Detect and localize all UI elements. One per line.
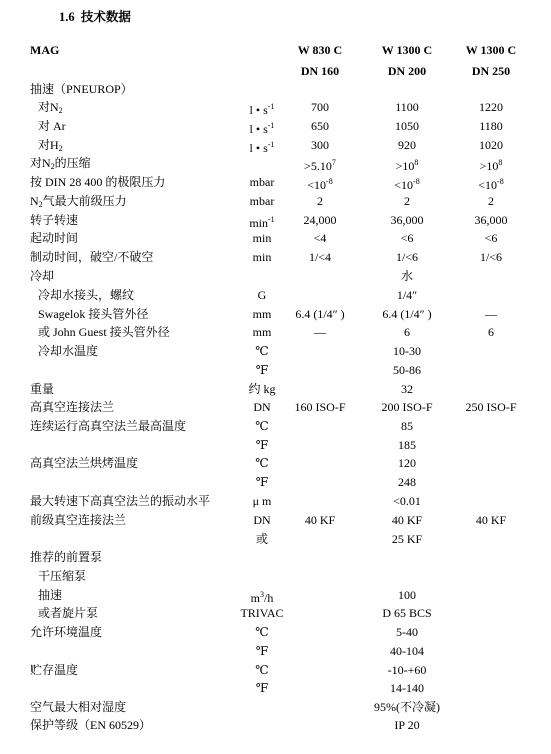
spec-label-text: 或者旋片泵 [38, 606, 99, 620]
spec-row [0, 530, 551, 548]
spec-unit-text: ℉ [255, 681, 269, 695]
spec-label-text: 前级真空连接法兰 [30, 513, 127, 527]
spec-label-tail: 的压缩 [54, 156, 91, 170]
spec-label [38, 586, 62, 604]
spec-value [280, 117, 360, 135]
spec-label-text: 最大转速下高真空法兰的振动水平 [30, 494, 211, 508]
spec-unit [218, 342, 306, 360]
spec-unit [218, 417, 306, 435]
spec-value-superscript: 8 [498, 158, 503, 167]
spec-value [280, 192, 360, 210]
spec-value-shared: <0.01 [393, 494, 421, 508]
spec-value [280, 98, 360, 116]
spec-row [0, 192, 551, 210]
spec-value [366, 305, 448, 323]
spec-unit-text: ℉ [255, 438, 269, 452]
spec-row [0, 154, 551, 172]
spec-value-text: 2 [404, 194, 410, 208]
spec-value [280, 511, 360, 529]
spec-unit-text: ℃ [255, 663, 269, 677]
spec-label-text: 按 DIN 28 400 的极限压力 [30, 175, 166, 189]
spec-label-subscript: 2 [38, 200, 43, 209]
spec-row [0, 586, 551, 604]
spec-label [30, 661, 78, 679]
spec-unit-superscript: -1 [267, 121, 275, 130]
spec-label [30, 248, 153, 266]
spec-row [0, 492, 551, 510]
spec-label [38, 567, 86, 585]
spec-value [366, 211, 448, 229]
spec-value-text: >10 [395, 159, 415, 173]
spec-value [366, 136, 448, 154]
spec-value [366, 398, 448, 416]
spec-unit [218, 361, 306, 379]
spec-label-text: 起动时间 [30, 231, 79, 245]
spec-row [0, 361, 551, 379]
spec-label-text: 对N [38, 100, 59, 114]
spec-label-text: 重量 [30, 382, 55, 396]
spec-label [30, 492, 210, 510]
spec-value-shared: 14-140 [390, 681, 424, 695]
spec-value-text: 36,000 [390, 213, 424, 227]
spec-row [0, 417, 551, 435]
spec-unit-text: 约 kg [248, 382, 276, 396]
spec-value [280, 398, 360, 416]
spec-value-shared: IP 20 [394, 718, 420, 732]
spec-label [30, 454, 138, 472]
spec-unit-text: min [252, 250, 272, 264]
spec-value-shared: 25 KF [391, 532, 423, 546]
spec-label [38, 604, 98, 622]
spec-label [30, 548, 102, 566]
spec-unit-text: μ m [252, 494, 272, 508]
spec-value [451, 173, 531, 194]
spec-value-shared: 10-30 [393, 344, 421, 358]
spec-label [30, 173, 165, 191]
spec-label-text: 对N [30, 156, 51, 170]
section-number: 1.6 [59, 10, 75, 24]
spec-value-shared: 40-104 [390, 644, 424, 658]
spec-row [0, 454, 551, 472]
spec-unit [218, 286, 306, 304]
spec-row [0, 323, 551, 341]
spec-value-text: 300 [311, 138, 329, 152]
spec-value-shared: 95%(不冷凝) [374, 700, 440, 714]
spec-unit-tail: /h [264, 591, 274, 605]
spec-label-text: 保护等级（EN 60529） [30, 718, 151, 732]
spec-row [0, 98, 551, 116]
spec-value [280, 211, 360, 229]
spec-row [0, 716, 551, 734]
spec-value-superscript: -8 [326, 177, 333, 186]
spec-label-text: 制动时间，破空/不破空 [30, 250, 154, 264]
spec-label [30, 398, 114, 416]
spec-unit-superscript: -1 [268, 215, 275, 224]
section-heading [59, 7, 131, 25]
spec-unit-text: mbar [249, 194, 275, 208]
spec-value-text: 200 ISO-F [381, 400, 433, 414]
spec-row [0, 679, 551, 697]
spec-unit-text: ℉ [255, 644, 269, 658]
spec-unit-superscript: -1 [267, 102, 275, 111]
spec-unit [218, 492, 306, 510]
spec-unit [218, 604, 306, 622]
spec-value-text: 1050 [395, 119, 419, 133]
spec-value-text: 920 [398, 138, 416, 152]
spec-value [451, 117, 531, 135]
column-dn: DN 160 [300, 64, 340, 78]
spec-row [0, 173, 551, 191]
spec-unit-text: l • s [249, 141, 268, 155]
spec-value [451, 98, 531, 116]
spec-label [30, 716, 151, 734]
spec-unit [218, 436, 306, 454]
spec-value-text: 1220 [479, 100, 503, 114]
column-dn: DN 200 [387, 64, 427, 78]
spec-label-text: 转子转速 [30, 213, 79, 227]
spec-label [30, 211, 78, 229]
spec-row [0, 229, 551, 247]
spec-label-text: 或 John Guest 接头管外径 [38, 325, 170, 339]
spec-label [30, 417, 186, 435]
spec-unit-text: ℉ [255, 475, 269, 489]
spec-value-text: 1020 [479, 138, 503, 152]
spec-value-text: 24,000 [303, 213, 337, 227]
spec-row [0, 136, 551, 154]
spec-label-text: 连续运行高真空法兰最高温度 [30, 419, 187, 433]
spec-value-text: 6.4 (1/4″ ) [295, 307, 345, 321]
spec-row [0, 642, 551, 660]
spec-label-subscript: 2 [58, 144, 63, 153]
spec-row [0, 511, 551, 529]
spec-label-text: 抽速 [38, 588, 63, 602]
spec-value-text: 2 [488, 194, 494, 208]
spec-value-shared: 248 [398, 475, 416, 489]
spec-value-shared: D 65 BCS [382, 606, 432, 620]
spec-value-shared: 85 [401, 419, 413, 433]
spec-label [30, 380, 54, 398]
spec-value-text: 40 KF [475, 513, 507, 527]
spec-value-text: — [485, 307, 497, 321]
spec-label [38, 342, 98, 360]
spec-value [366, 323, 448, 341]
spec-unit-text: mm [252, 325, 272, 339]
spec-value-shared: 32 [401, 382, 413, 396]
spec-label [38, 117, 66, 135]
spec-label [38, 323, 170, 341]
spec-unit [218, 380, 306, 398]
spec-value [280, 173, 360, 194]
spec-unit [218, 679, 306, 697]
spec-unit-text: ℉ [255, 363, 269, 377]
spec-value [366, 229, 448, 247]
spec-value [280, 305, 360, 323]
spec-row [0, 604, 551, 622]
spec-unit-text: ℃ [255, 344, 269, 358]
spec-value [280, 248, 360, 266]
column-name: W 1300 C [465, 43, 517, 57]
spec-unit-text: l • s [249, 103, 268, 117]
spec-label-text: 抽速（PNEUROP） [30, 82, 133, 96]
spec-value-text: 1180 [479, 119, 503, 133]
spec-value-shared: 100 [398, 588, 416, 602]
spec-value-shared: 120 [398, 456, 416, 470]
spec-value-shared: 水 [400, 269, 413, 283]
spec-value-text: <10 [307, 178, 327, 192]
spec-value-shared: 185 [398, 438, 416, 452]
spec-label-text: Swagelok 接头管外径 [38, 307, 149, 321]
spec-row [0, 117, 551, 135]
spec-value-text: >10 [479, 159, 499, 173]
spec-unit-superscript: -1 [267, 140, 275, 149]
spec-unit [218, 473, 306, 491]
spec-label-text: 冷却水温度 [38, 344, 99, 358]
spec-value [451, 136, 531, 154]
spec-unit [218, 530, 306, 548]
spec-value-superscript: 8 [414, 158, 419, 167]
spec-label-text: N [30, 194, 39, 208]
spec-row [0, 398, 551, 416]
spec-value-text: 1/<4 [308, 250, 332, 264]
spec-unit-text: mm [252, 307, 272, 321]
spec-unit-text: DN [253, 513, 271, 527]
spec-value [366, 192, 448, 210]
spec-value-text: <6 [400, 231, 414, 245]
spec-value-text: 36,000 [474, 213, 508, 227]
spec-unit-text: l • s [249, 122, 268, 136]
spec-label [30, 511, 126, 529]
spec-value-text: 6.4 (1/4″ ) [382, 307, 432, 321]
column-name: W 830 C [297, 43, 343, 57]
spec-value-text: 650 [311, 119, 329, 133]
spec-value [366, 511, 448, 529]
spec-label-text: 推荐的前置泵 [30, 550, 103, 564]
spec-value-shared: 50-86 [393, 363, 421, 377]
spec-label [30, 698, 126, 716]
spec-value-text: <6 [484, 231, 498, 245]
spec-label-text: 对 Ar [38, 119, 66, 133]
spec-unit-text: ℃ [255, 419, 269, 433]
spec-value-text: 250 ISO-F [465, 400, 517, 414]
spec-label-text: 冷却水接头，螺纹 [38, 288, 135, 302]
spec-row [0, 80, 551, 98]
spec-row [0, 267, 551, 285]
spec-row [0, 305, 551, 323]
spec-row [0, 567, 551, 585]
spec-unit [218, 642, 306, 660]
spec-value [366, 154, 448, 175]
spec-value-text: 1/<6 [395, 250, 419, 264]
spec-unit-text: DN [253, 400, 271, 414]
spec-label [30, 229, 78, 247]
spec-unit-text: ℃ [255, 456, 269, 470]
spec-value-text: 6 [404, 325, 410, 339]
spec-value [451, 248, 531, 266]
spec-value-superscript: 7 [331, 158, 336, 167]
spec-label-text: 空气最大相对湿度 [30, 700, 127, 714]
spec-unit-text: ℃ [255, 625, 269, 639]
spec-value [451, 398, 531, 416]
column-dn: DN 250 [471, 64, 511, 78]
spec-row [0, 436, 551, 454]
spec-value [451, 154, 531, 175]
spec-value-text: <4 [313, 231, 327, 245]
spec-value [366, 98, 448, 116]
spec-value [451, 211, 531, 229]
spec-value-text: 700 [311, 100, 329, 114]
spec-row [0, 623, 551, 641]
spec-value [280, 136, 360, 154]
spec-row [0, 548, 551, 566]
spec-value [280, 154, 360, 175]
spec-value-text: 2 [317, 194, 323, 208]
spec-row [0, 380, 551, 398]
spec-label-text: 允许环境温度 [30, 625, 103, 639]
spec-row [0, 661, 551, 679]
spec-row [0, 473, 551, 491]
spec-unit-text: min [249, 216, 268, 230]
mag-label: MAG [30, 43, 60, 57]
spec-value [366, 248, 448, 266]
spec-label-text: 干压缩泵 [38, 569, 87, 583]
spec-unit-superscript: 3 [260, 590, 264, 599]
spec-row [0, 698, 551, 716]
spec-unit-text: 或 [255, 532, 268, 546]
spec-label-text: 对H [38, 138, 59, 152]
spec-value [451, 511, 531, 529]
spec-row [0, 211, 551, 229]
spec-unit [218, 623, 306, 641]
spec-value-text: 1100 [395, 100, 419, 114]
spec-value [280, 229, 360, 247]
spec-label [30, 267, 54, 285]
spec-label-text: 冷却 [30, 269, 55, 283]
spec-value-text: >5.10 [304, 159, 332, 173]
spec-value-text: — [314, 325, 326, 339]
spec-label-text: 贮存温度 [30, 663, 79, 677]
spec-value-text: 40 KF [391, 513, 423, 527]
spec-value [280, 323, 360, 341]
spec-value [451, 323, 531, 341]
spec-unit-text: mbar [249, 175, 275, 189]
spec-label [38, 286, 134, 304]
spec-value-text: 6 [488, 325, 494, 339]
spec-label-subscript: 2 [58, 106, 63, 115]
spec-value-superscript: -8 [413, 177, 420, 186]
spec-value-text: 160 ISO-F [294, 400, 346, 414]
column-name: W 1300 C [381, 43, 433, 57]
spec-value [451, 305, 531, 323]
spec-value [366, 117, 448, 135]
spec-label [30, 80, 133, 98]
section-title: 技术数据 [80, 10, 131, 24]
spec-label [30, 623, 102, 641]
spec-unit [218, 661, 306, 679]
spec-value [451, 192, 531, 210]
spec-value-superscript: -8 [497, 177, 504, 186]
spec-value-text: <10 [394, 178, 414, 192]
spec-label-subscript: 2 [50, 162, 55, 171]
spec-label [38, 305, 148, 323]
spec-value-text: 40 KF [304, 513, 336, 527]
spec-value-text: 1/<6 [479, 250, 503, 264]
spec-unit-text: m [250, 591, 260, 605]
spec-unit-text: G [257, 288, 267, 302]
spec-unit-text: min [252, 231, 272, 245]
spec-value-text: <10 [478, 178, 498, 192]
spec-row [0, 286, 551, 304]
spec-label-text: 高真空连接法兰 [30, 400, 115, 414]
spec-unit [218, 454, 306, 472]
spec-value-shared: 1/4″ [396, 288, 418, 302]
spec-value-shared: 5-40 [396, 625, 418, 639]
spec-row [0, 248, 551, 266]
spec-unit-text: TRIVAC [240, 606, 284, 620]
spec-value [366, 173, 448, 194]
spec-value [451, 229, 531, 247]
spec-value-shared: -10-+60 [387, 663, 427, 677]
spec-row [0, 342, 551, 360]
spec-label-text: 高真空法兰烘烤温度 [30, 456, 139, 470]
spec-label-tail: 气最大前级压力 [42, 194, 127, 208]
